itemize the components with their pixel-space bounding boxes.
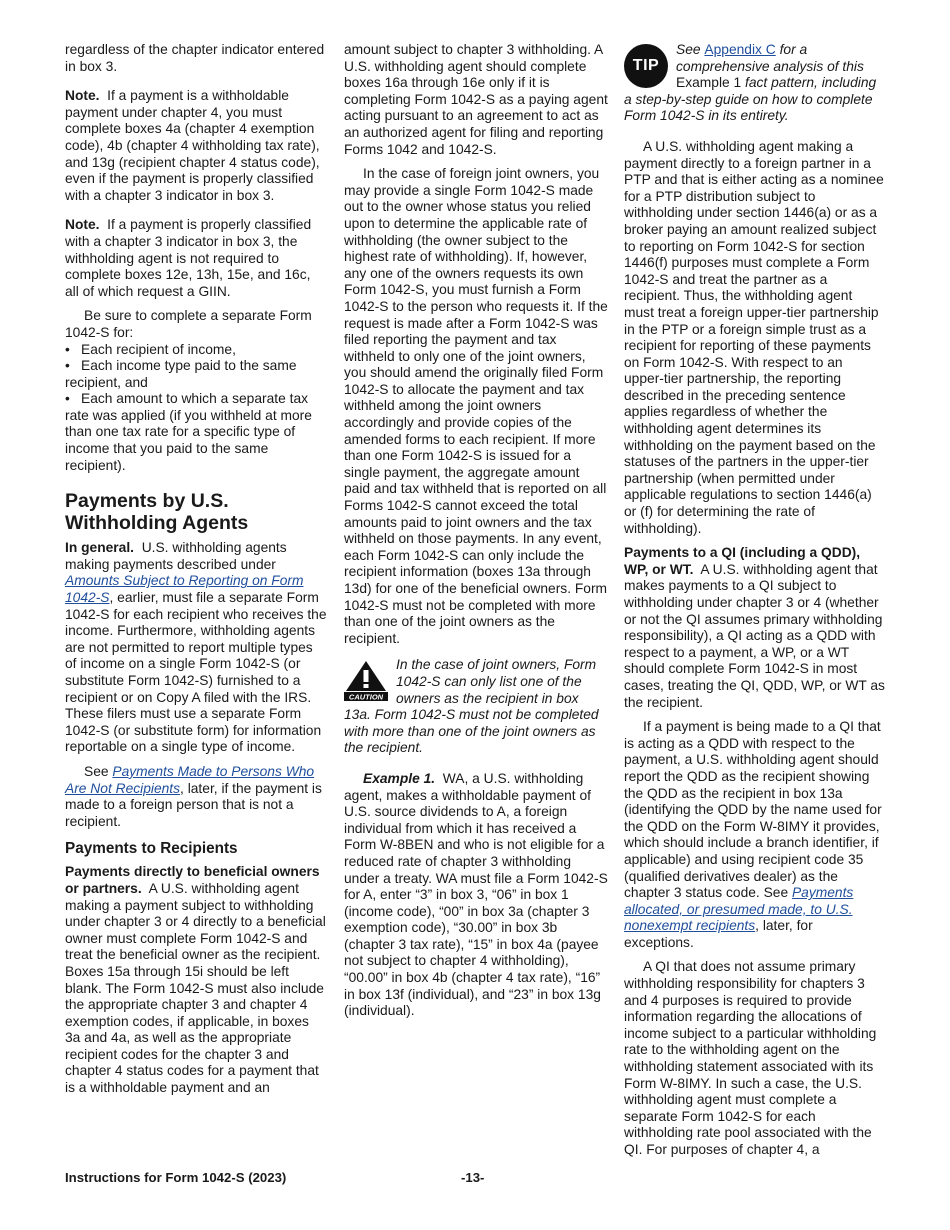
caution-icon — [344, 659, 388, 703]
paragraph — [624, 719, 886, 951]
paragraph — [344, 771, 608, 1020]
paragraph — [65, 540, 327, 756]
paragraph: A U.S. withholding agent making a payment directly to a foreign partner in a PTP and that is either acting as a nominee for a PTP distribution subject to withholding under section 1446(a) or as a broker paying an amount realized subject to reporting on Form 1042-S for section 1446(f) purposes must complete a Form 1042-S and treat the partner as a recipient. Thus, the withholding agent must treat a foreign upper-tier partnership in the PTP or a foreign simple trust as a recipient for reporting of these payments on Form 1042-S. With respect to an upper-tier partnership, the reporting described in the preceding sentence applies regardless of whether the withholding agent determines its withholding on the payment based on the statuses of the partners in the upper-tier partnership (when permitted under applicable regulations to section 1446(a) or (f) for determining the rate of withholding). — [624, 138, 884, 536]
list-item — [65, 391, 327, 474]
note-text: If a payment is a withholdable payment under chapter 4, you must complete boxes 4a (chapter 4 exemption code), 4b (chapter 4 withholding tax rate), and 13g (recipient chapter 4 status code), even if the payment is properly classified with a chapter 3 indicator in box 3. — [65, 88, 320, 203]
tip-icon: TIP — [624, 44, 668, 88]
paragraph: regardless of the chapter indicator entered in box 3. — [65, 42, 325, 74]
paragraph: amount subject to chapter 3 withholding. A U.S. withholding agent should complete boxes 16a through 16e only if it is completing Form 1042-S as a paying agent acting pursuant to an agreement to act as an authorized agent for filing and reporting Forms 1042 and 1042-S. — [344, 42, 608, 157]
run-in-heading: In general. — [65, 540, 135, 556]
paragraph-text: WA, a U.S. withholding agent, makes a withholdable payment of U.S. source dividends to A, a foreign individual from which it has received a Form W-8BEN and who is not eligible for a reduced rate of chapter 3 withholding under a treaty. WA must file a Form 1042-S for A, enter “3” in box 3, “06” in box 1 (income code), “00” in box 3a (chapter 3 exemption code), “30.00” in box 3b (chapter 3 tax rate), “15” in box 4a (payee not subject to chapter 4 withholding), “00.00” in box 4b (chapter 4 tax rate), “16” in box 13f (individual), and “23” in box 13g (individual). — [344, 770, 608, 1019]
footer-title: Instructions for Form 1042-S (2023) — [65, 1170, 287, 1185]
tip-callout — [624, 42, 886, 125]
list-item-text: Each recipient of income, — [81, 341, 236, 357]
list-item-text: Each amount to which a separate tax rate was applied (if you withheld at more than one tax rate for a specific type of income that you paid to the same recipient). — [65, 391, 312, 473]
note-label: Note. — [65, 217, 100, 233]
caution-label: CAUTION — [348, 692, 384, 702]
note-paragraph — [65, 88, 327, 204]
payments-made-to-persons-link[interactable]: Payments Made to Persons Who Are Not Recipients — [65, 763, 315, 796]
column-1 — [65, 42, 327, 1105]
run-in-heading: Payments to a QI (including a QDD), WP, or WT. — [624, 545, 861, 577]
note-paragraph — [65, 217, 327, 300]
paragraph — [65, 864, 327, 1096]
paragraph-text: , earlier, must file a separate Form 1042-S for each recipient who receives the income. Furthermore, withholding agents are not permitted to report multiple types of income on a single Form 1042-S (or substitute Form 1042-S) furnished to a recipient or on Copy A filed with the IRS. These filers must use a separate Form 1042-S (or substitute form) for information reportable on a single type of income. — [65, 590, 327, 755]
bullet-list — [65, 342, 327, 475]
subsection-heading: Payments to Recipients — [65, 840, 238, 858]
section-heading: Payments by U.S. Withholding Agents — [65, 490, 249, 535]
paragraph-text: See — [84, 763, 109, 779]
paragraph-text: , later, if the payment is made to a foreign person that is not a recipient. — [65, 780, 322, 829]
column-3 — [624, 42, 886, 1167]
bullet-icon: • — [65, 358, 70, 374]
paragraph-text: If a payment is being made to a QI that is acting as a QDD with respect to the payment, a U.S. withholding agent should report the QDD as the recipient showing the QDD as the recipient in box 13a (identifying the QDD by the name used for the QDD on the Form W-8IMY it provides, which should include a branch identifier, if applicable) and using recipient code 35 (qualified derivatives dealer) as the chapter 3 status code. See — [624, 719, 882, 901]
list-item — [65, 358, 327, 391]
paragraph-text: A U.S. withholding agent making a payment subject to withholding under chapter 3 or 4 directly to a beneficial owner must complete Form 1042-S and treat the beneficial owner as the recipient. Boxes 15a through 15i should be left blank. The Form 1042-S must also include the appropriate chapter 3 and chapter 4 exemption codes, if applicable, in boxes 3a and 4a, as well as the appropriate recipient codes for the chapter 3 and chapter 4 status codes for a payment that is a withholdable payment and an — [65, 880, 326, 1096]
caution-callout — [344, 657, 608, 757]
paragraph: In the case of foreign joint owners, you may provide a single Form 1042-S made out to the owner whose status you relied upon to determine the applicable rate of withholding (the owner subject to the highest rate of withholding). If, however, any one of the owners requests its own Form 1042-S, you must furnish a Form 1042-S to the person who requests it. If the request is made after a Form 1042-S was filed reporting the payment and tax withheld to only one of the joint owners, you should amend the originally filed Form 1042-S to allocate the payment and tax withheld among the joint owners accordingly and provide copies of the amended forms to each recipient. If more than one Form 1042-S is issued for a single payment, the aggregate amount paid and tax withheld that is reported on all Forms 1042-S cannot exceed the total amounts paid to joint owners and the tax withheld on those payments. In any event, each Form 1042-S can only include the recipient information (boxes 13a through 13d) for one of the beneficial owners. Form 1042-S must not be completed with more than one of the joint owners as the recipient. — [344, 166, 608, 646]
paragraph-text: , later, for exceptions. — [624, 918, 813, 950]
list-item — [65, 342, 327, 359]
paragraph — [65, 764, 327, 830]
note-label: Note. — [65, 88, 100, 104]
tip-text: See — [676, 42, 701, 57]
list-item-text: Each income type paid to the same recipient, and — [65, 358, 297, 390]
bullet-icon: • — [65, 341, 70, 357]
paragraph-text: A U.S. withholding agent that makes payments to a QI subject to withholding under chapter 3 or 4 (whether or not the QI assumes primary withholding responsibility), a QI acting as a QDD with respect to a payment, a WP, or a WT should complete Form 1042-S in most cases, treating the QI, QDD, WP, or WT as the recipient. — [624, 561, 885, 710]
payments-allocated-link[interactable]: Payments allocated, or presumed made, to U.S. nonexempt recipients — [624, 885, 854, 934]
amounts-subject-link[interactable]: Amounts Subject to Reporting on Form 1042-S — [65, 573, 304, 606]
appendix-c-link[interactable]: Appendix C — [704, 42, 776, 57]
paragraph: A QI that does not assume primary withholding responsibility for chapters 3 and 4 purposes is required to provide information regarding the allocations of income subject to a particular withholding rate to the withholding agent on the withholding statement associated with its Form W-8IMY. In such a case, the U.S. withholding agent must complete a separate Form 1042-S for each withholding rate pool associated with the QI. For purposes of chapter 4, a — [624, 959, 877, 1157]
tip-text: fact pattern, including a step-by-step guide on how to complete Form 1042-S in its entirety. — [624, 75, 877, 124]
bullet-icon: • — [65, 391, 70, 407]
page-number: -13- — [461, 1170, 485, 1185]
example-label: Example 1. — [363, 770, 436, 786]
note-text: If a payment is properly classified with a chapter 3 indicator in box 3, the withholding agent is not required to complete boxes 12e, 13h, 15e, and 16c, all of which request a GIIN. — [65, 217, 312, 299]
paragraph-text: U.S. withholding agents making payments described under — [65, 540, 287, 572]
tip-text: for a comprehensive analysis of this — [676, 42, 864, 74]
run-in-heading: Payments directly to beneficial owners or partners. — [65, 864, 320, 896]
column-2 — [344, 42, 608, 1028]
paragraph: Be sure to complete a separate Form 1042-S for: — [65, 308, 312, 340]
paragraph — [624, 545, 886, 711]
tip-text: Example 1 — [676, 75, 742, 91]
caution-text: In the case of joint owners, Form 1042-S can only list one of the owners as the recipient in box 13a. Form 1042-S must not be completed with more than one of the joint owners as the recipient. — [344, 657, 599, 756]
